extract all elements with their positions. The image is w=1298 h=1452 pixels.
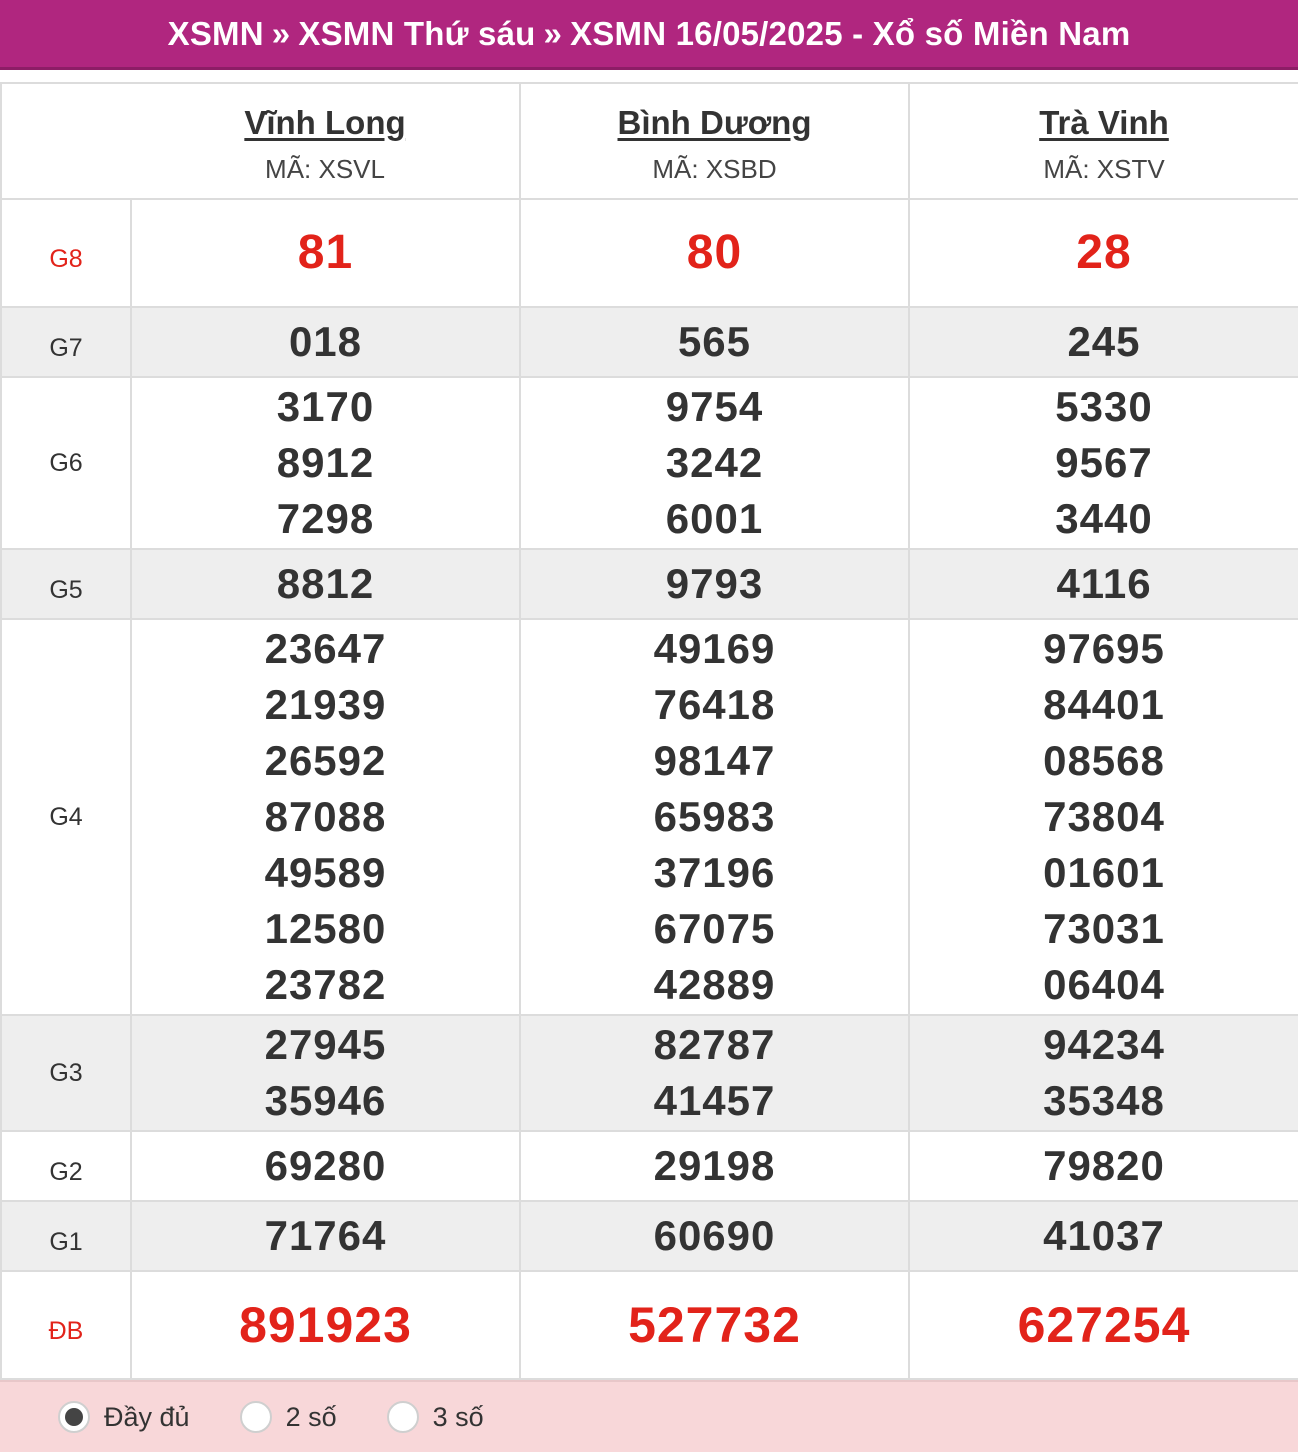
result-number: 71764 bbox=[264, 1212, 387, 1259]
result-cell bbox=[131, 549, 520, 619]
result-cell bbox=[131, 1201, 520, 1271]
prize-label: ĐB bbox=[48, 1316, 84, 1345]
result-number: 5330 bbox=[1055, 383, 1153, 430]
result-cell bbox=[131, 619, 520, 1015]
result-number: 12580 bbox=[264, 905, 387, 952]
header-blank-cell bbox=[1, 83, 131, 199]
result-cell bbox=[909, 1015, 1298, 1131]
result-number: 69280 bbox=[264, 1142, 387, 1189]
result-number: 01601 bbox=[1043, 849, 1165, 896]
result-number: 35348 bbox=[1043, 1077, 1165, 1124]
result-number: 7298 bbox=[276, 495, 375, 542]
spacer bbox=[0, 70, 1298, 82]
result-cell bbox=[131, 199, 520, 307]
result-number: 08568 bbox=[1043, 737, 1165, 784]
result-cell bbox=[131, 1271, 520, 1379]
result-number: 23647 bbox=[264, 625, 387, 672]
result-number: 65983 bbox=[653, 793, 776, 840]
prize-label: G5 bbox=[49, 575, 83, 604]
result-cell bbox=[520, 1131, 909, 1201]
province-header bbox=[909, 83, 1298, 199]
province-header-row bbox=[1, 83, 1298, 199]
result-number: 97695 bbox=[1043, 625, 1165, 672]
result-cell bbox=[131, 1131, 520, 1201]
results-table bbox=[0, 82, 1298, 1380]
radio-option-3-digits[interactable] bbox=[387, 1401, 484, 1433]
result-number: 6001 bbox=[665, 495, 764, 542]
result-cell bbox=[520, 377, 909, 549]
result-number: 73031 bbox=[1043, 905, 1165, 952]
radio-label: Đầy đủ bbox=[104, 1401, 190, 1432]
prize-row-g1 bbox=[1, 1201, 1298, 1271]
result-number: 23782 bbox=[264, 961, 387, 1008]
result-number: 94234 bbox=[1043, 1021, 1165, 1068]
result-number: 73804 bbox=[1043, 793, 1165, 840]
result-number: 49169 bbox=[653, 625, 776, 672]
result-number: 9567 bbox=[1055, 439, 1153, 486]
result-number: 8912 bbox=[276, 439, 375, 486]
jackpot-number: 627254 bbox=[1017, 1297, 1191, 1353]
result-number: 3170 bbox=[276, 383, 375, 430]
result-cell bbox=[520, 549, 909, 619]
prize-label: G7 bbox=[49, 333, 83, 362]
result-cell bbox=[909, 377, 1298, 549]
province-code: MÃ: XSTV bbox=[1043, 153, 1165, 184]
province-header bbox=[131, 83, 520, 199]
result-cell bbox=[520, 1201, 909, 1271]
result-cell bbox=[909, 1201, 1298, 1271]
result-number: 018 bbox=[288, 318, 363, 365]
result-cell bbox=[520, 307, 909, 377]
prize-label-cell bbox=[1, 377, 131, 549]
result-cell bbox=[131, 307, 520, 377]
prize-row-special bbox=[1, 1271, 1298, 1379]
result-number: 06404 bbox=[1043, 961, 1165, 1008]
breadcrumb-item-xsmn[interactable]: XSMN bbox=[167, 14, 264, 52]
result-number: 28 bbox=[1076, 226, 1132, 279]
radio-button[interactable] bbox=[387, 1401, 419, 1433]
breadcrumb bbox=[0, 0, 1298, 70]
result-number: 87088 bbox=[264, 793, 387, 840]
result-number: 82787 bbox=[653, 1021, 776, 1068]
result-number: 26592 bbox=[264, 737, 387, 784]
prize-label-cell bbox=[1, 1015, 131, 1131]
prize-row-g8 bbox=[1, 199, 1298, 307]
result-number: 37196 bbox=[653, 849, 776, 896]
province-header bbox=[520, 83, 909, 199]
radio-label: 3 số bbox=[432, 1401, 484, 1432]
result-number: 98147 bbox=[653, 737, 776, 784]
prize-label-cell bbox=[1, 619, 131, 1015]
prize-label: G3 bbox=[49, 1058, 83, 1087]
prize-label: G1 bbox=[49, 1227, 83, 1256]
result-number: 8812 bbox=[276, 560, 375, 607]
radio-option-full[interactable] bbox=[58, 1401, 190, 1433]
prize-label: G4 bbox=[49, 802, 83, 831]
result-number: 9754 bbox=[665, 383, 764, 430]
result-cell bbox=[520, 1271, 909, 1379]
prize-label-cell bbox=[1, 1201, 131, 1271]
breadcrumb-separator-icon: » bbox=[543, 14, 563, 52]
result-number: 81 bbox=[297, 226, 354, 279]
jackpot-number: 527732 bbox=[628, 1297, 801, 1353]
result-number: 67075 bbox=[653, 905, 776, 952]
result-cell bbox=[131, 1015, 520, 1131]
breadcrumb-separator-icon: » bbox=[271, 14, 291, 52]
result-cell bbox=[131, 377, 520, 549]
prize-row-g2 bbox=[1, 1131, 1298, 1201]
result-number: 76418 bbox=[653, 681, 776, 728]
radio-dot-icon bbox=[65, 1408, 83, 1426]
breadcrumb-item-xsmn-thu-sau[interactable]: XSMN Thứ sáu bbox=[298, 14, 536, 52]
prize-label-cell bbox=[1, 307, 131, 377]
jackpot-number: 891923 bbox=[239, 1297, 412, 1353]
province-link-vinh-long[interactable]: Vĩnh Long bbox=[244, 103, 406, 141]
prize-label-cell bbox=[1, 199, 131, 307]
result-number: 84401 bbox=[1043, 681, 1165, 728]
result-cell bbox=[520, 619, 909, 1015]
result-number: 79820 bbox=[1043, 1142, 1165, 1189]
result-number: 49589 bbox=[264, 849, 387, 896]
province-link-tra-vinh[interactable]: Trà Vinh bbox=[1039, 103, 1169, 141]
result-cell bbox=[909, 1271, 1298, 1379]
prize-label: G8 bbox=[49, 244, 83, 273]
result-cell bbox=[909, 549, 1298, 619]
result-number: 565 bbox=[677, 318, 752, 365]
result-cell bbox=[909, 199, 1298, 307]
prize-label: G2 bbox=[49, 1157, 83, 1186]
prize-label-cell bbox=[1, 1271, 131, 1379]
result-cell bbox=[909, 1131, 1298, 1201]
prize-label: G6 bbox=[49, 448, 83, 477]
breadcrumb-item-current: XSMN 16/05/2025 - Xổ số Miền Nam bbox=[570, 14, 1131, 52]
result-number: 245 bbox=[1067, 318, 1141, 365]
radio-button-checked[interactable] bbox=[58, 1401, 90, 1433]
prize-row-g4 bbox=[1, 619, 1298, 1015]
result-cell bbox=[909, 619, 1298, 1015]
result-number: 9793 bbox=[665, 560, 764, 607]
result-cell bbox=[909, 307, 1298, 377]
result-number: 80 bbox=[686, 226, 743, 279]
prize-row-g7 bbox=[1, 307, 1298, 377]
prize-label-cell bbox=[1, 549, 131, 619]
province-code: MÃ: XSVL bbox=[265, 153, 385, 184]
radio-option-2-digits[interactable] bbox=[240, 1401, 337, 1433]
result-number: 42889 bbox=[653, 961, 776, 1008]
result-cell bbox=[520, 199, 909, 307]
prize-row-g6 bbox=[1, 377, 1298, 549]
result-number: 27945 bbox=[264, 1021, 387, 1068]
result-number: 3242 bbox=[665, 439, 764, 486]
result-number: 41457 bbox=[653, 1077, 776, 1124]
result-number: 35946 bbox=[264, 1077, 387, 1124]
prize-label-cell bbox=[1, 1131, 131, 1201]
result-cell bbox=[520, 1015, 909, 1131]
result-number: 29198 bbox=[653, 1142, 776, 1189]
province-link-binh-duong[interactable]: Bình Dương bbox=[617, 103, 812, 141]
result-number: 41037 bbox=[1043, 1212, 1165, 1259]
result-number: 21939 bbox=[264, 681, 387, 728]
radio-button[interactable] bbox=[240, 1401, 272, 1433]
prize-row-g3 bbox=[1, 1015, 1298, 1131]
province-code: MÃ: XSBD bbox=[652, 153, 777, 184]
display-options-bar bbox=[0, 1380, 1298, 1452]
radio-label: 2 số bbox=[285, 1401, 337, 1432]
result-number: 60690 bbox=[653, 1212, 776, 1259]
prize-row-g5 bbox=[1, 549, 1298, 619]
result-number: 4116 bbox=[1056, 560, 1152, 607]
result-number: 3440 bbox=[1055, 495, 1153, 542]
